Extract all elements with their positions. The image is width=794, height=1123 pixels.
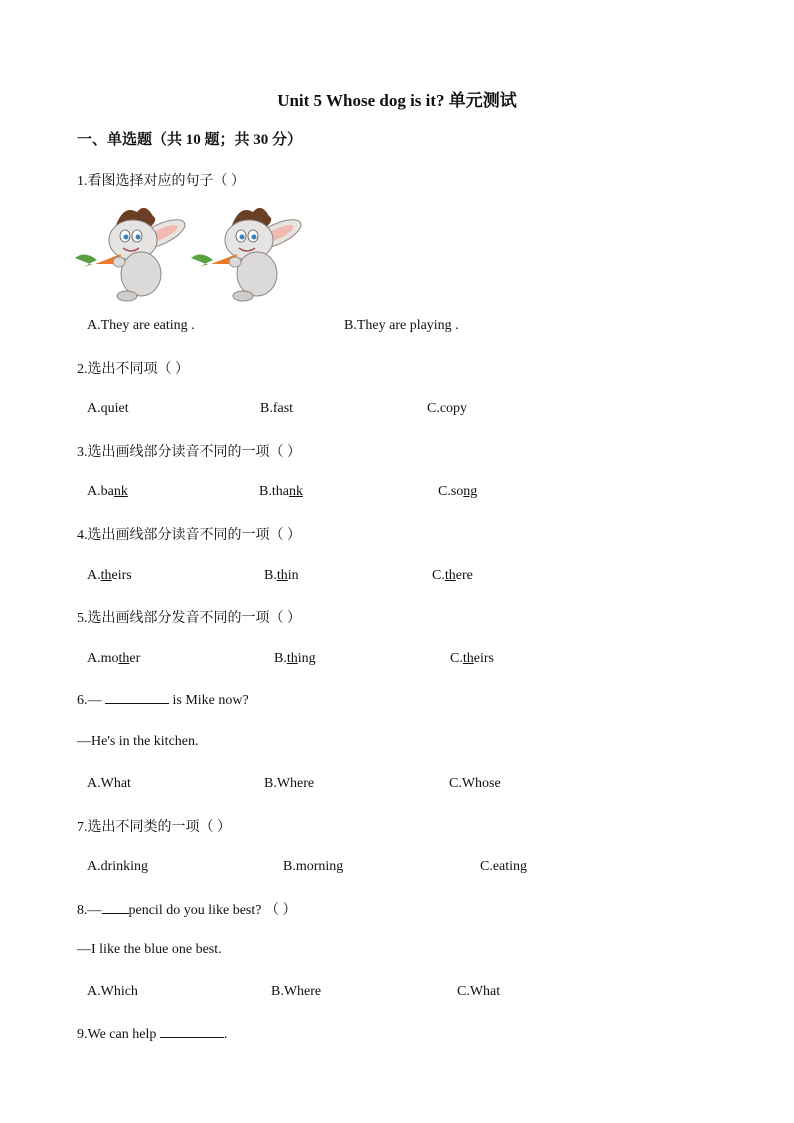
q5-option-a-suffix: er [129,651,141,666]
q8-option-b[interactable]: B.Where [271,984,322,999]
question-7: 7.选出不同类的一项（ ） [77,820,231,835]
q2-option-a[interactable]: A.quiet [87,401,129,416]
q4-option-a[interactable] [87,568,132,584]
q8-answer-blank[interactable] [102,901,129,914]
q1-option-a[interactable]: A.They are eating . [87,318,195,333]
q5-option-b[interactable] [274,651,316,667]
q3-option-c[interactable] [438,484,477,500]
q9-prefix: 9.We can help [77,1027,160,1042]
q5-option-a[interactable] [87,651,140,667]
q3-option-a-underlined: nk [113,484,128,499]
q8-option-a[interactable]: A.Which [87,984,138,999]
q6-option-a[interactable]: A.What [87,776,131,791]
q4-option-a-underlined: th [100,568,112,583]
q5-option-c[interactable] [450,651,494,667]
q4-option-b-underlined: th [276,568,288,583]
q9-answer-blank[interactable] [160,1025,224,1038]
q6-answer-blank[interactable] [105,691,169,704]
q5-option-c-suffix: eirs [473,651,494,666]
q6-response-line: —He's in the kitchen. [77,734,199,749]
q5-option-b-prefix: B. [274,651,287,666]
q7-option-c[interactable]: C.eating [480,859,528,874]
q4-option-b-suffix: in [287,568,299,583]
q3-option-c-prefix: C.so [438,484,464,499]
q4-option-c-suffix: ere [455,568,473,583]
question-4: 4.选出画线部分读音不同的一项（ ） [77,528,301,543]
q3-option-b-underlined: nk [288,484,303,499]
q4-option-a-prefix: A. [87,568,101,583]
q9-suffix: . [223,1027,228,1042]
q6-option-c[interactable]: C.Whose [449,776,501,791]
q5-option-a-underlined: th [118,651,130,666]
rabbit-illustration-right [191,208,305,301]
q3-option-b[interactable] [259,484,303,500]
q8-prefix: 8.— [77,903,102,918]
q7-option-b[interactable]: B.morning [283,859,344,874]
q3-option-a-prefix: A.ba [87,484,114,499]
q4-option-b-prefix: B. [264,568,277,583]
q8-response-line: —I like the blue one best. [77,942,222,957]
q1-option-b[interactable]: B.They are playing . [344,318,459,333]
q6-prefix: 6.— [77,693,105,708]
q4-option-b[interactable] [264,568,299,584]
q6-option-b[interactable]: B.Where [264,776,315,791]
q3-option-a[interactable] [87,484,128,500]
question-3: 3.选出画线部分读音不同的一项（ ） [77,445,301,460]
question-5: 5.选出画线部分发音不同的一项（ ） [77,611,301,626]
rabbit-illustration-left [75,208,189,301]
q8-suffix: pencil do you like best? （ ） [128,903,297,918]
q7-option-a[interactable]: A.drinking [87,859,149,874]
q4-option-c-prefix: C. [432,568,445,583]
q5-option-b-suffix: ing [297,651,316,666]
question-2: 2.选出不同项（ ） [77,362,189,377]
q6-suffix: is Mike now? [169,693,249,708]
q4-option-c[interactable] [432,568,473,584]
question-1: 1.看图选择对应的句子（ ） [77,174,245,189]
q5-option-a-prefix: A.mo [87,651,119,666]
q4-option-c-underlined: th [444,568,456,583]
q2-option-c[interactable]: C.copy [427,401,468,416]
rabbits-eating-image [75,198,305,306]
page-title: Unit 5 Whose dog is it? 单元测试 [277,91,517,110]
q2-option-b[interactable]: B.fast [260,401,294,416]
q5-option-c-prefix: C. [450,651,463,666]
question-9 [77,1025,227,1043]
q8-option-c[interactable]: C.What [457,984,501,999]
q3-option-c-underlined: ng [463,484,478,499]
section-heading: 一、单选题（共 10 题；共 30 分） [77,132,303,148]
question-6 [77,691,249,709]
q3-option-b-prefix: B.tha [259,484,289,499]
question-8 [77,899,296,919]
q5-option-b-underlined: th [286,651,298,666]
q5-option-c-underlined: th [462,651,474,666]
q4-option-a-suffix: eirs [111,568,132,583]
